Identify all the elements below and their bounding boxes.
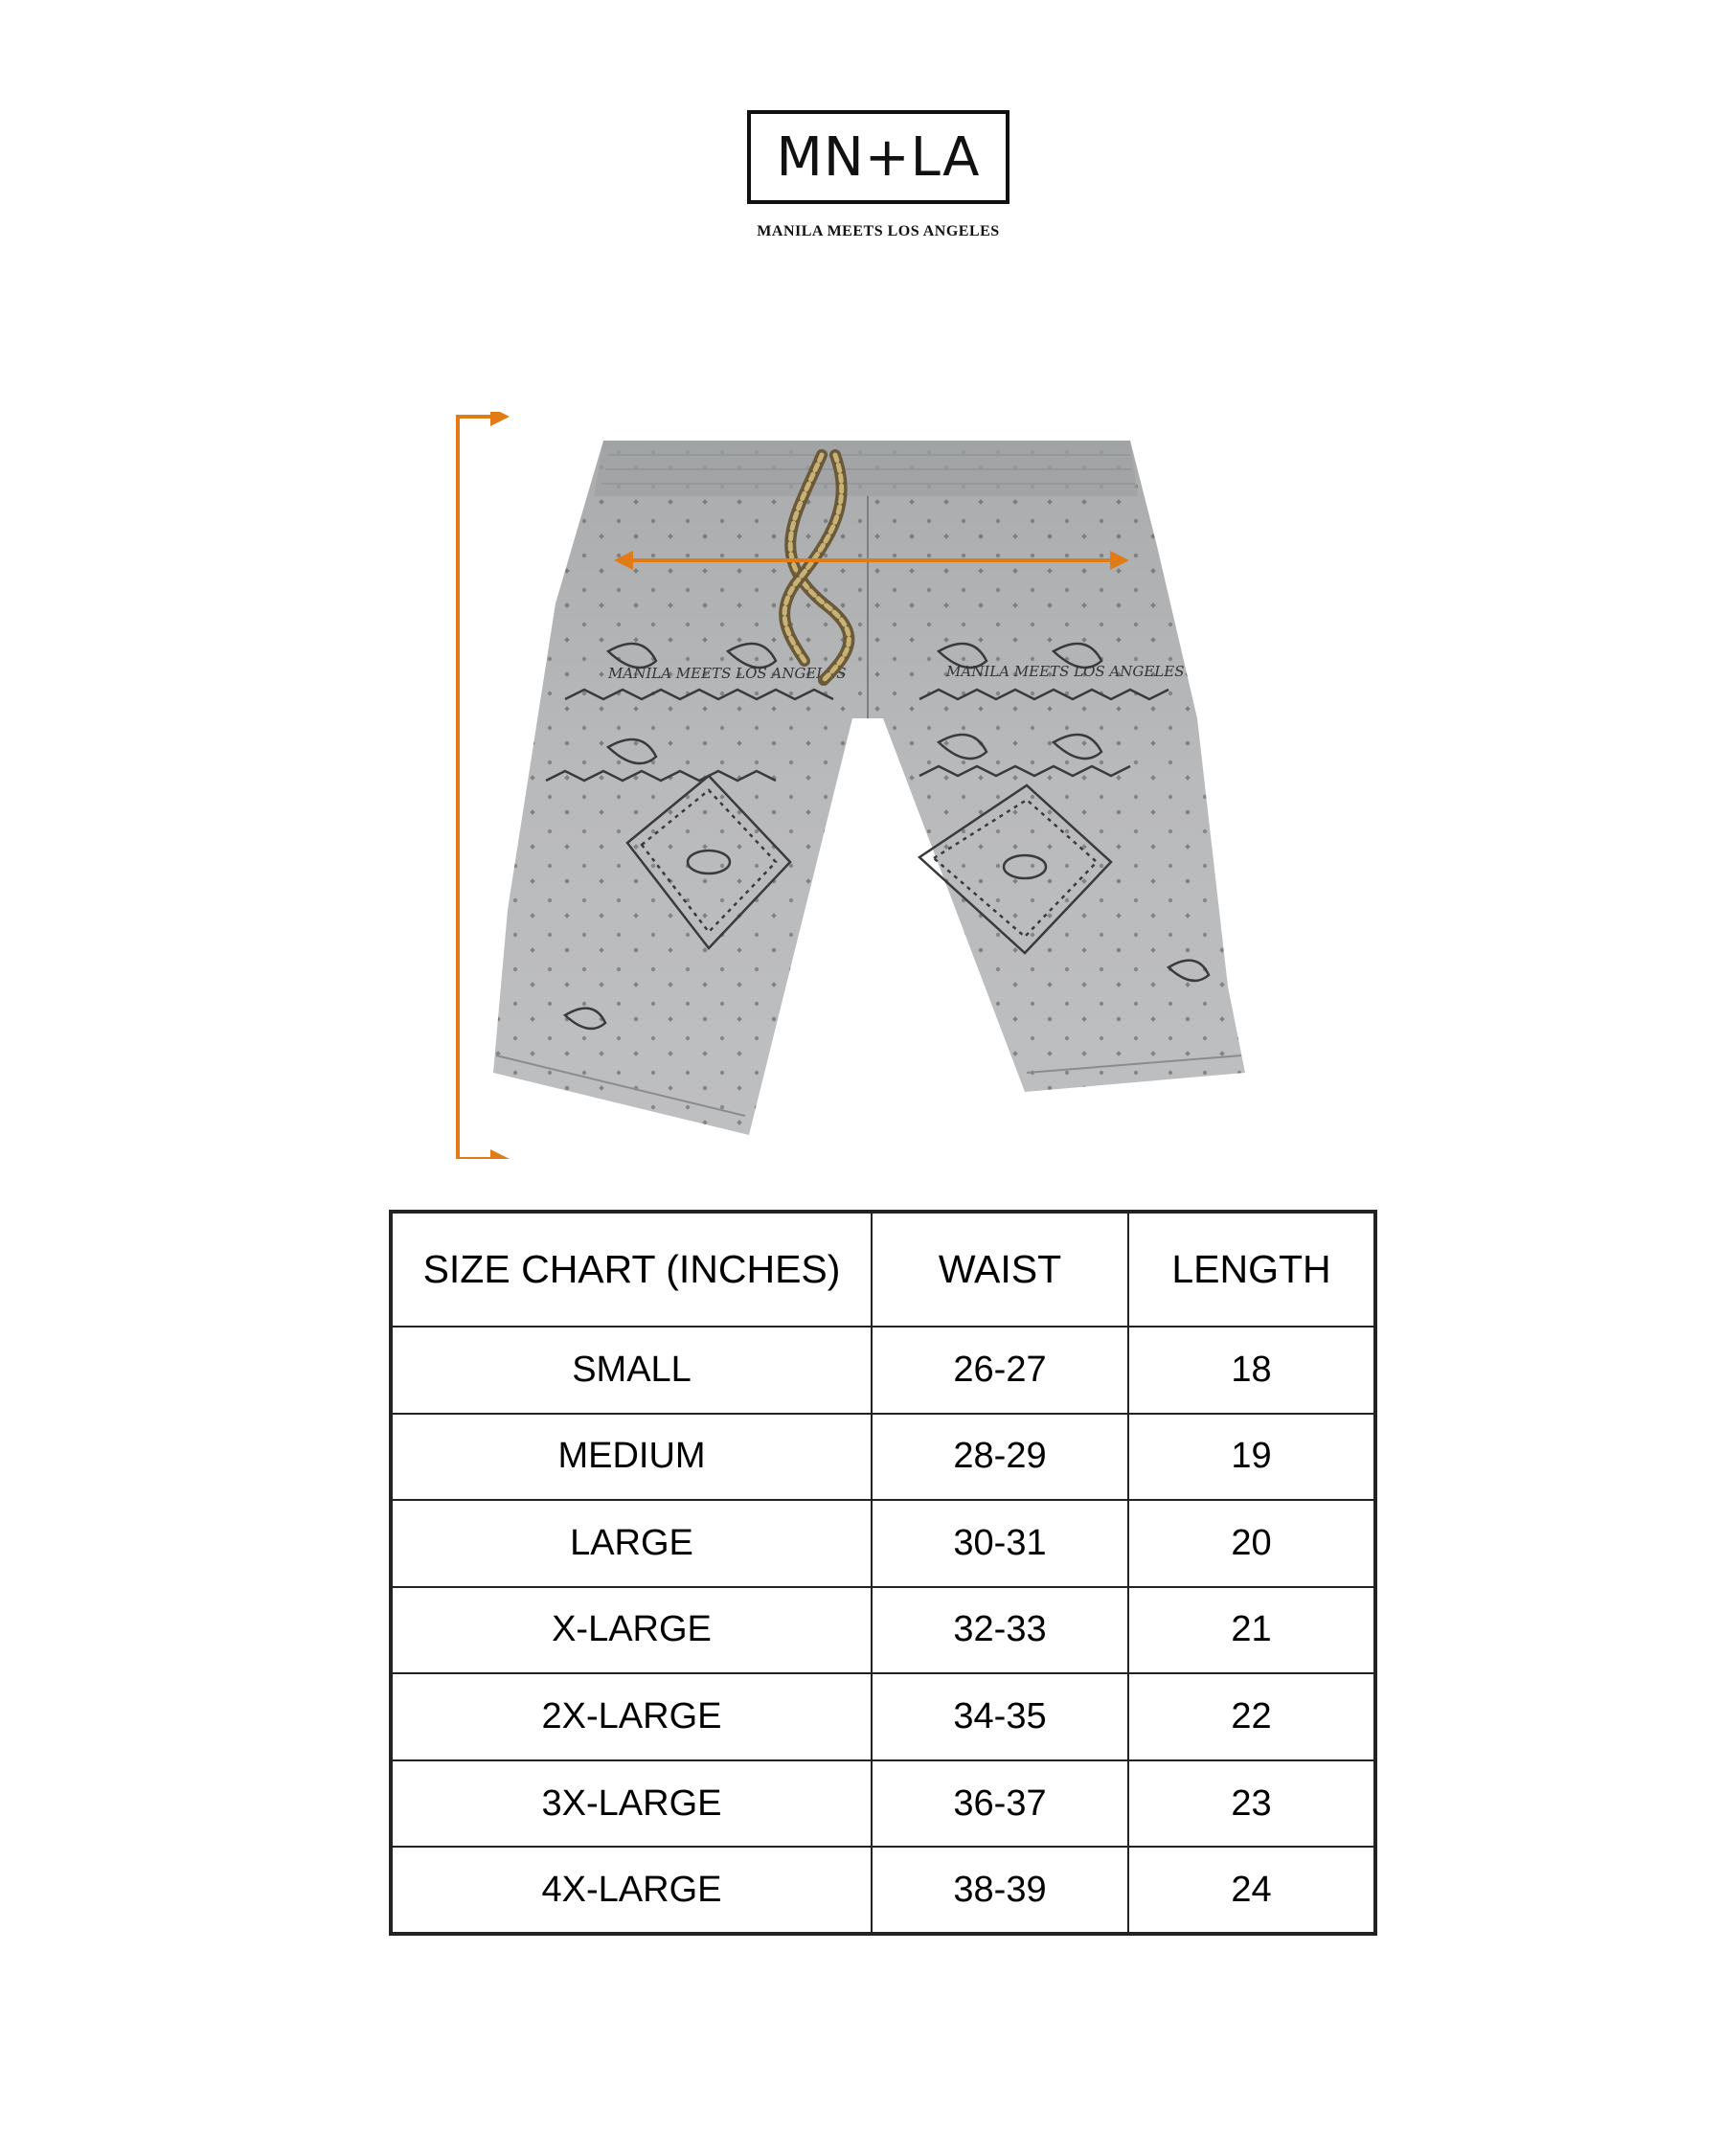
print-text-right: MANILA MEETS LOS ANGELES [946,663,1185,680]
brand-logo [747,110,1009,204]
header-length: LENGTH [1128,1214,1373,1327]
header-size-chart: SIZE CHART (INCHES) [393,1214,872,1327]
table-row [393,1414,1373,1501]
table-row [393,1673,1373,1760]
length-cell: 23 [1128,1760,1373,1848]
waist-cell: 26-27 [872,1327,1128,1414]
size-cell: X-LARGE [393,1587,872,1674]
table-row [393,1327,1373,1414]
length-cell: 22 [1128,1673,1373,1760]
logo-text: MN+LA [776,125,981,189]
size-cell: LARGE [393,1500,872,1587]
size-cell: 3X-LARGE [393,1760,872,1848]
waist-cell: 34-35 [872,1673,1128,1760]
table-row [393,1500,1373,1587]
length-cell: 19 [1128,1414,1373,1501]
table-row [393,1847,1373,1932]
print-text-left: MANILA MEETS LOS ANGELES [608,665,847,682]
length-cell: 24 [1128,1847,1373,1932]
table-row [393,1760,1373,1848]
waist-cell: 28-29 [872,1414,1128,1501]
shorts-product-image [441,412,1283,1159]
brand-tagline: MANILA MEETS LOS ANGELES [757,223,1000,239]
size-cell: SMALL [393,1327,872,1414]
length-cell: 18 [1128,1327,1373,1414]
shorts-body [493,441,1245,1135]
size-cell: 2X-LARGE [393,1673,872,1760]
header-waist: WAIST [872,1214,1128,1327]
waist-cell: 32-33 [872,1587,1128,1674]
size-chart-table [389,1210,1377,1936]
waist-cell: 36-37 [872,1760,1128,1848]
length-cell: 20 [1128,1500,1373,1587]
size-cell: MEDIUM [393,1414,872,1501]
waist-cell: 38-39 [872,1847,1128,1932]
table-row [393,1587,1373,1674]
length-cell: 21 [1128,1587,1373,1674]
size-chart-header-row [393,1214,1373,1327]
waist-cell: 30-31 [872,1500,1128,1587]
size-cell: 4X-LARGE [393,1847,872,1932]
